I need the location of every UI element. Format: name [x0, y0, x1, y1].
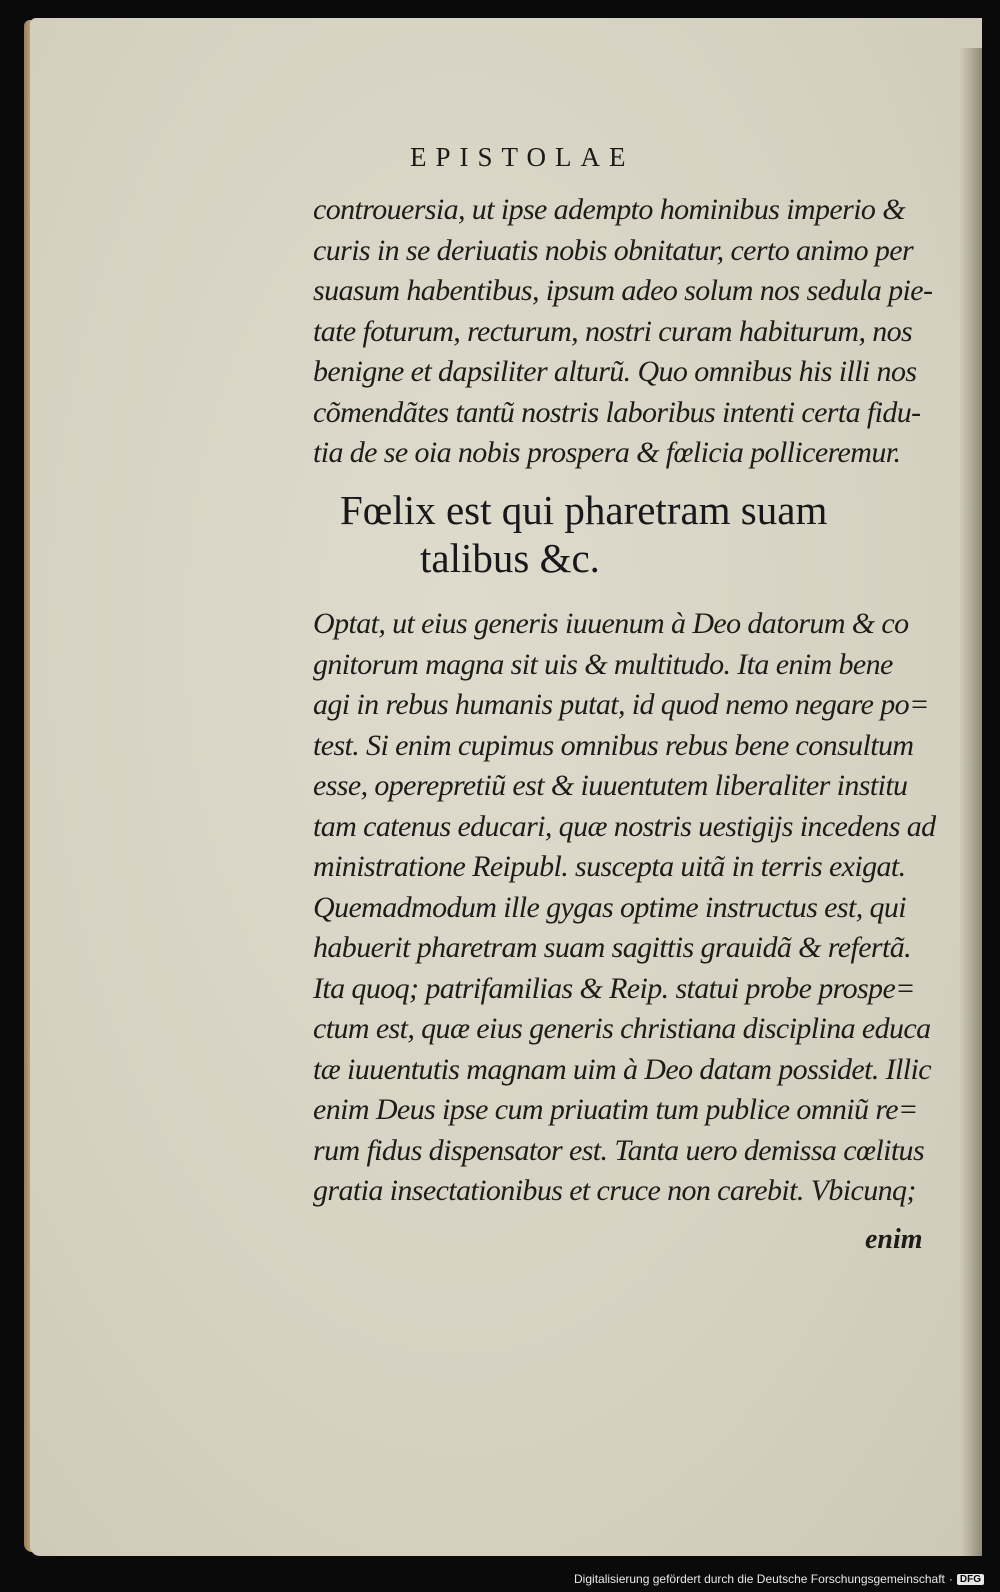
text-line: ministratione Reipubl. suscepta uitã in terris exigat. [313, 850, 906, 883]
footer-text: Digitalisierung gefördert durch die Deutsche Forschungsgemeinschaft [574, 1572, 945, 1586]
text-line: tia de se oia nobis prospera & fœlicia polliceremur. [313, 436, 901, 469]
text-line: gratia insectationibus et cruce non carebit. Vbicunq; [313, 1174, 916, 1207]
text-line: Ita quoq; patrifamilias & Reip. statui probe prospe= [313, 971, 915, 1005]
heading-line-2: talibus &c. [420, 535, 600, 581]
text-line: habuerit pharetram suam sagittis grauidã & refertã. [313, 931, 912, 964]
section-heading [340, 486, 827, 582]
text-line: agi in rebus humanis putat, id quod nemo negare po= [313, 688, 929, 721]
text-line: rum fidus dispensator est. Tanta uero demissa cœlitus [313, 1133, 925, 1167]
text-line: Optat, ut eius generis iuuenum à Deo datorum & co [313, 607, 909, 640]
text-line: suasum habentibus, ipsum adeo solum nos sedula pie- [313, 274, 933, 307]
paragraph-1 [313, 190, 943, 474]
catchword: enim [865, 1224, 923, 1255]
text-line: gnitorum magna sit uis & multitudo. Ita enim bene [313, 647, 893, 681]
page-edge-right [960, 48, 982, 1556]
text-line: tam catenus educari, quæ nostris uestigijs incedens ad [313, 809, 936, 843]
text-line: esse, operepretiũ est & iuuentutem liberaliter institu [313, 769, 908, 802]
text-line: controuersia, ut ipse adempto hominibus imperio & [313, 193, 905, 226]
text-line: Quemadmodum ille gygas optime instructus est, qui [313, 890, 907, 924]
text-line: test. Si enim cupimus omnibus rebus bene consultum [313, 728, 914, 762]
text-line: tate foturum, recturum, nostri curam habiturum, nos [313, 314, 913, 348]
footer-credit: Digitalisierung gefördert durch die Deutsche Forschungsgemeinschaft · DFG [574, 1572, 984, 1586]
text-line: curis in se deriuatis nobis obnitatur, certo animo per [313, 233, 914, 267]
text-line: enim Deus ipse cum priuatim tum publice omniũ re= [313, 1093, 918, 1126]
text-line: ctum est, quæ eius generis christiana disciplina educa [313, 1012, 931, 1045]
heading-line-1: Fœlix est qui pharetram suam [340, 487, 828, 533]
text-line: tæ iuuentutis magnam uim à Deo datam possidet. Illic [313, 1052, 931, 1086]
text-line: cõmendãtes tantũ nostris laboribus intenti certa fidu- [313, 395, 921, 429]
dfg-logo-icon: DFG [957, 1574, 984, 1585]
running-title: EPISTOLAE [410, 142, 635, 172]
paragraph-2 [313, 604, 943, 1212]
text-line: benigne et dapsiliter alturũ. Quo omnibus his illi nos [313, 355, 917, 388]
